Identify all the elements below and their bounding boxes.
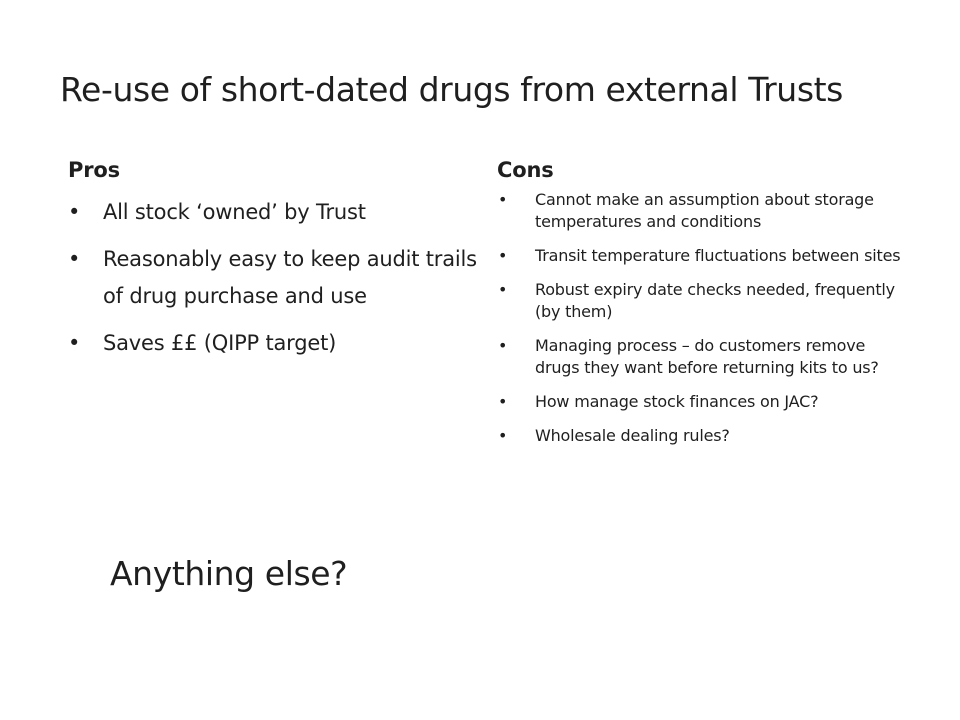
cons-item-text: How manage stock finances on JAC? <box>535 392 819 411</box>
pros-item <box>68 325 483 362</box>
pros-item-text: All stock ‘owned’ by Trust <box>103 200 366 224</box>
cons-item <box>498 425 910 447</box>
bullet-icon: • <box>498 392 508 411</box>
bullet-icon: • <box>68 247 81 271</box>
cons-item <box>498 391 910 413</box>
cons-item <box>498 279 910 323</box>
footer-question: Anything else? <box>110 554 348 593</box>
bullet-icon: • <box>68 331 81 355</box>
cons-item-text: Wholesale dealing rules? <box>535 426 730 445</box>
cons-item-text: Managing process – do customers remove drugs they want before returning kits to us? <box>535 336 879 377</box>
cons-list <box>498 189 910 459</box>
cons-item-text: Cannot make an assumption about storage temperatures and conditions <box>535 190 874 231</box>
pros-list <box>68 194 483 372</box>
pros-item-text: Reasonably easy to keep audit trails of drug purchase and use <box>103 247 477 308</box>
pros-heading: Pros <box>68 158 120 182</box>
cons-item <box>498 335 910 379</box>
pros-item <box>68 194 483 231</box>
cons-heading: Cons <box>497 158 554 182</box>
pros-item <box>68 241 483 315</box>
bullet-icon: • <box>498 280 508 299</box>
bullet-icon: • <box>498 190 508 209</box>
cons-item <box>498 245 910 267</box>
bullet-icon: • <box>498 246 508 265</box>
bullet-icon: • <box>498 336 508 355</box>
pros-item-text: Saves ££ (QIPP target) <box>103 331 337 355</box>
slide-title: Re-use of short-dated drugs from external Trusts <box>60 70 843 109</box>
bullet-icon: • <box>68 200 81 224</box>
cons-item-text: Robust expiry date checks needed, frequently (by them) <box>535 280 895 321</box>
cons-item-text: Transit temperature fluctuations between sites <box>535 246 901 265</box>
bullet-icon: • <box>498 426 508 445</box>
cons-item <box>498 189 910 233</box>
